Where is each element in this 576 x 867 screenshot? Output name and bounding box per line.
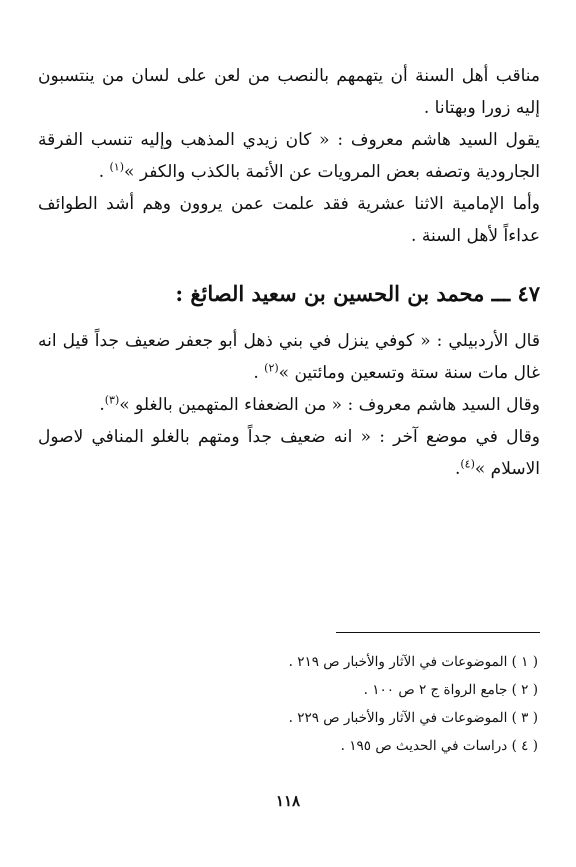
paragraph-hashem-weak-end: . — [99, 395, 105, 415]
paragraph-other-place — [38, 421, 540, 485]
paragraph-ardabili — [38, 325, 540, 389]
paragraph-hashem-weak-text: وقال السيد هاشم معروف : « من الضعفاء المتهمين بالغلو » — [119, 395, 540, 415]
footnote-4: ( ٤ ) دراسات في الحديث ص ١٩٥ . — [340, 738, 538, 754]
page-number: ١١٨ — [275, 792, 301, 810]
footnote-divider — [336, 632, 540, 633]
paragraph-hashem-quote-end: . — [98, 162, 110, 182]
paragraph-intro: مناقب أهل السنة أن يتهمهم بالنصب من لعن على لسان من ينتسبون إليه زورا وبهتانا . — [38, 66, 540, 118]
paragraph-hashem-weak — [38, 389, 540, 421]
page-body — [38, 60, 540, 485]
footnote-ref-1[interactable]: (١) — [109, 160, 125, 174]
paragraph-ardabili-text: قال الأردبيلي : « كوفي ينزل في بني ذهل أبو جعفر ضعيف جداً قيل انه غال مات سنة ستة وتسعين ومائتين » — [38, 331, 540, 383]
paragraph-ardabili-end: . — [253, 363, 265, 383]
section-heading: ٤٧ ـــ محمد بن الحسين بن سعيد الصائغ : — [175, 281, 540, 306]
footnote-1: ( ١ ) الموضوعات في الآثار والأخبار ص ٢١٩ . — [288, 654, 538, 670]
footnote-ref-2[interactable]: (٢) — [264, 361, 279, 375]
footnote-ref-3[interactable]: (٣) — [104, 393, 120, 407]
footnote-3: ( ٣ ) الموضوعات في الآثار والأخبار ص ٢٢٩ . — [288, 710, 538, 726]
footnote-ref-4[interactable]: (٤) — [460, 457, 475, 471]
paragraph-imamiyya: وأما الإمامية الاثنا عشرية فقد علمت عمن يروون وهم أشد الطوائف عداءاً لأهل السنة . — [38, 194, 540, 246]
footnotes — [38, 648, 538, 760]
paragraph-hashem-quote-text: يقول السيد هاشم معروف : « كان زيدي المذهب وإليه تنسب الفرقة الجارودية وتصفه بعض المرويات عن الأئمة بالكذب والكفر » — [38, 130, 540, 182]
paragraph-hashem-quote — [38, 124, 540, 188]
paragraph-other-place-text: وقال في موضع آخر : « انه ضعيف جداً ومتهم بالغلو المنافي لاصول الاسلام » — [38, 427, 540, 479]
footnote-2: ( ٢ ) جامع الرواة ج ٢ ص ١٠٠ . — [363, 682, 538, 698]
paragraph-other-place-end: . — [454, 459, 461, 479]
